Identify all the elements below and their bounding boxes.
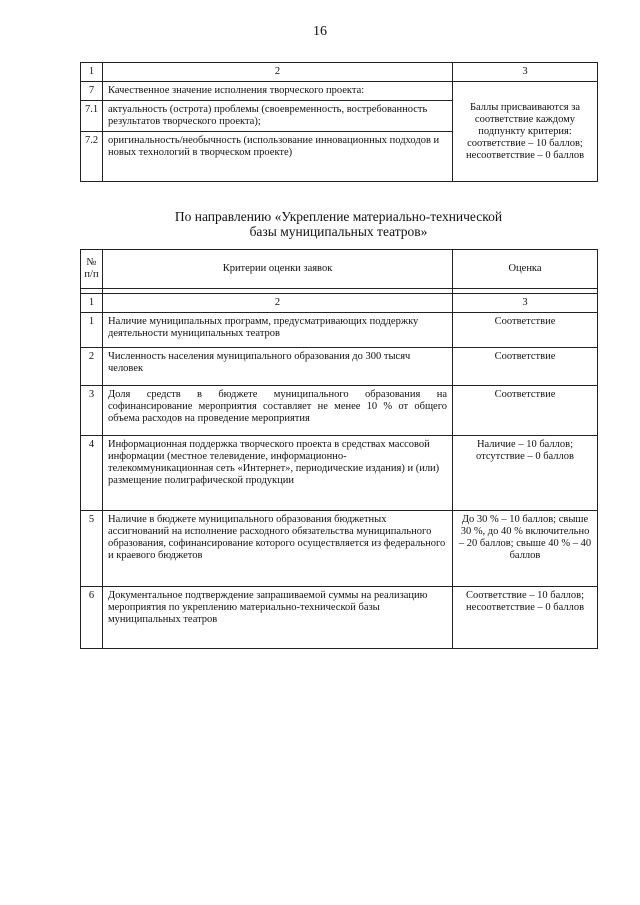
- col-number-1: 1: [81, 63, 103, 82]
- table-row: [81, 82, 598, 101]
- score-cell: Соответствие: [453, 313, 598, 348]
- criterion-text: Информационная поддержка творческого проекта в средствах массовой информации (местное телевидение, информационно-телекоммуникационная сеть «Интернет», периодические издания) и (или) размещение полиграфической продукции: [103, 436, 453, 511]
- row-number: 1: [81, 313, 103, 348]
- row-number: 7.1: [81, 101, 103, 132]
- score-cell: Соответствие: [453, 348, 598, 386]
- criterion-text: актуальность (острота) проблемы (своевременность, востребованность результатов творческого проекта);: [103, 101, 453, 132]
- merged-score-cell: Баллы присваиваются за соответствие каждому подпункту критерия: соответствие – 10 баллов; несоответствие – 0 баллов: [453, 82, 598, 182]
- row-number: 7.2: [81, 132, 103, 182]
- section-title-line-2: базы муниципальных театров»: [249, 224, 428, 239]
- column-numbers-row: [81, 294, 598, 313]
- criterion-text: Численность населения муниципального образования до 300 тысяч человек: [103, 348, 453, 386]
- criterion-text: Качественное значение исполнения творческого проекта:: [103, 82, 453, 101]
- header-row: [81, 250, 598, 289]
- table-row: [81, 511, 598, 587]
- table-row: [81, 348, 598, 386]
- score-cell: Соответствие: [453, 386, 598, 436]
- header-score: Оценка: [453, 250, 598, 289]
- col-number-2: 2: [103, 63, 453, 82]
- column-numbers-row: [81, 63, 598, 82]
- row-number: 3: [81, 386, 103, 436]
- score-cell: До 30 % – 10 баллов; свыше 30 %, до 40 % включительно – 20 баллов; свыше 40 % – 40 баллов: [453, 511, 598, 587]
- col-number-3: 3: [453, 294, 598, 313]
- criterion-text: оригинальность/необычность (использование инновационных подходов и новых технологий в творческом проекте): [103, 132, 453, 182]
- col-number-3: 3: [453, 63, 598, 82]
- criterion-text: Документальное подтверждение запрашиваемой суммы на реализацию мероприятия по укреплению материально-технической базы муниципальных театров: [103, 587, 453, 649]
- table-row: [81, 587, 598, 649]
- row-number: 4: [81, 436, 103, 511]
- criterion-text: Доля средств в бюджете муниципального образования на софинансирование мероприятия составляет не менее 10 % от общего объема расходов на проведение мероприятия: [103, 386, 453, 436]
- theatre-criteria-table: [80, 249, 598, 649]
- table-row: [81, 313, 598, 348]
- criterion-text: Наличие в бюджете муниципального образования бюджетных ассигнований на исполнение расходного обязательства муниципального образования, софинансирование которого осуществляется из федерального и краевого бюджетов: [103, 511, 453, 587]
- row-number: 5: [81, 511, 103, 587]
- section-title-line-1: По направлению «Укрепление материально-технической: [174, 209, 503, 224]
- score-cell: Наличие – 10 баллов; отсутствие – 0 баллов: [453, 436, 598, 511]
- table-row: [81, 386, 598, 436]
- criteria-table-continued: [80, 62, 598, 182]
- score-cell: Соответствие – 10 баллов; несоответствие – 0 баллов: [453, 587, 598, 649]
- header-criteria: Критерии оценки заявок: [103, 250, 453, 289]
- criterion-text: Наличие муниципальных программ, предусматривающих поддержку деятельности муниципальных театров: [103, 313, 453, 348]
- page-number: 16: [313, 24, 327, 39]
- col-number-2: 2: [103, 294, 453, 313]
- col-number-1: 1: [81, 294, 103, 313]
- row-number: 2: [81, 348, 103, 386]
- row-number: 6: [81, 587, 103, 649]
- row-number: 7: [81, 82, 103, 101]
- table-row: [81, 436, 598, 511]
- section-title: [80, 209, 597, 239]
- header-number: № п/п: [81, 250, 103, 289]
